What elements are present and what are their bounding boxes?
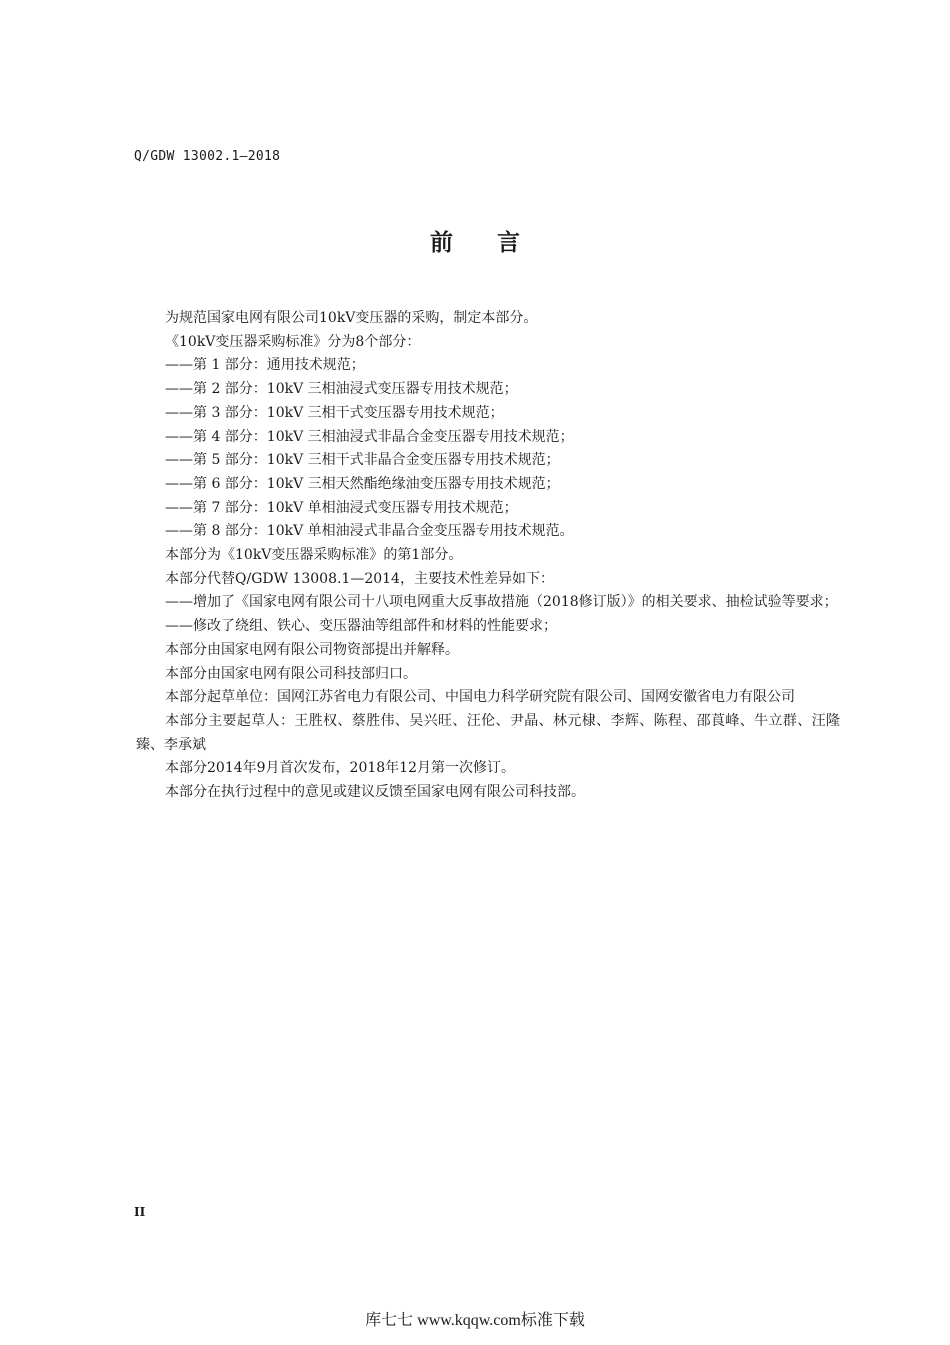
- foreword-body: [136, 307, 840, 805]
- page-number: II: [134, 1205, 146, 1219]
- paragraph: 《10kV变压器采购标准》分为8个部分：: [165, 333, 421, 350]
- paragraph: 为规范国家电网有限公司10kV变压器的采购，制定本部分。: [165, 310, 538, 326]
- paragraph: 本部分为《10kV变压器采购标准》的第1部分。: [165, 547, 463, 564]
- list-item: ——第 8 部分：10kV 单相油浸式非晶合金变压器专用技术规范。: [165, 523, 574, 540]
- list-item: ——修改了绕组、铁心、变压器油等组部件和材料的性能要求；: [165, 618, 557, 635]
- title-char-1: 前: [430, 230, 453, 256]
- list-item: ——第 3 部分：10kV 三相干式变压器专用技术规范；: [165, 404, 504, 421]
- footer-watermark: 库七七 www.kqqw.com标准下载: [365, 1312, 585, 1329]
- paragraph: 本部分由国家电网有限公司科技部归口。: [165, 665, 417, 682]
- list-item: ——第 5 部分：10kV 三相干式非晶合金变压器专用技术规范；: [165, 452, 560, 469]
- list-item: ——第 6 部分：10kV 三相天然酯绝缘油变压器专用技术规范；: [165, 475, 560, 492]
- list-item: ——第 2 部分：10kV 三相油浸式变压器专用技术规范；: [165, 381, 518, 398]
- title-char-2: 言: [497, 230, 520, 256]
- list-item: ——增加了《国家电网有限公司十八项电网重大反事故措施（2018修订版）》的相关要求、抽检试验等要求；: [165, 594, 838, 611]
- paragraph: 本部分起草单位：国网江苏省电力有限公司、中国电力科学研究院有限公司、国网安徽省电力有限公司: [165, 689, 795, 706]
- list-item: ——第 1 部分：通用技术规范；: [165, 357, 365, 374]
- paragraph: 本部分主要起草人：王胜权、蔡胜伟、吴兴旺、汪伦、尹晶、林元棣、李辉、陈程、邵莨峰、牛立群、汪隆臻、李承斌: [136, 712, 840, 753]
- paragraph: 本部分代替Q/GDW 13008.1—2014，主要技术性差异如下：: [165, 570, 554, 587]
- paragraph: 本部分在执行过程中的意见或建议反馈至国家电网有限公司科技部。: [165, 784, 585, 801]
- document-code: Q/GDW 13002.1—2018: [134, 149, 281, 164]
- paragraph: 本部分2014年9月首次发布，2018年12月第一次修订。: [165, 760, 515, 777]
- paragraph: 本部分由国家电网有限公司物资部提出并解释。: [165, 641, 459, 658]
- list-item: ——第 7 部分：10kV 单相油浸式变压器专用技术规范；: [165, 499, 518, 516]
- page-title: [0, 224, 950, 257]
- list-item: ——第 4 部分：10kV 三相油浸式非晶合金变压器专用技术规范；: [165, 428, 574, 445]
